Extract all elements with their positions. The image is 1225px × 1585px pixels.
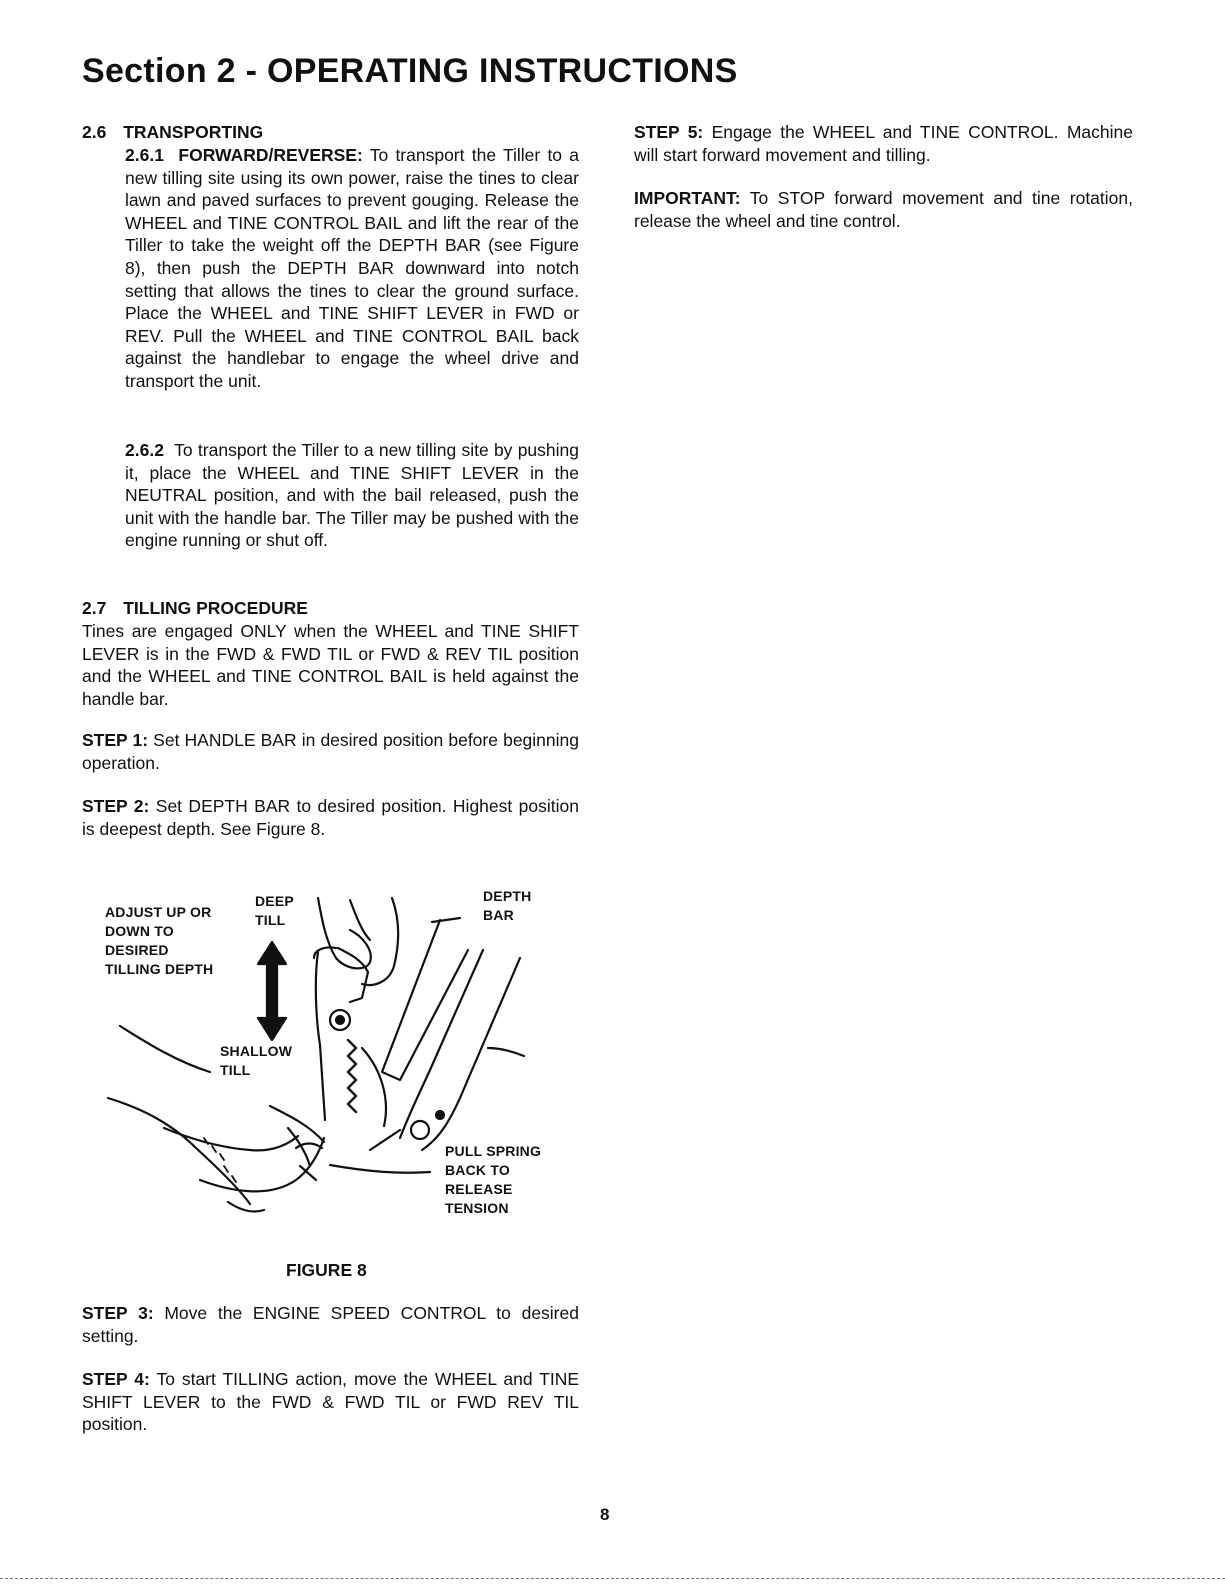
paragraph-text: To transport the Tiller to a new tilling site by pushing it, place the WHEEL and TINE SHIFT LEVER in the NEUTRAL position, and with the bail released, push the unit with the handle bar. The Tiller may be pushed with the engine running or shut off. xyxy=(125,440,579,551)
step-label: STEP 1: xyxy=(82,730,149,750)
section-heading: TILLING PROCEDURE xyxy=(123,598,308,618)
step-label: STEP 2: xyxy=(82,796,150,816)
paragraph-lead: FORWARD/REVERSE: xyxy=(178,145,363,165)
tilling-intro xyxy=(82,620,579,710)
paragraph-2-6-1 xyxy=(125,144,579,393)
important-label: IMPORTANT: xyxy=(634,188,741,208)
deep-till-label: DEEP TILL xyxy=(255,893,294,928)
section-heading: TRANSPORTING xyxy=(123,122,264,142)
page-number: 8 xyxy=(600,1505,610,1524)
step-label: STEP 4: xyxy=(82,1369,150,1389)
step-1 xyxy=(82,729,579,774)
step-3 xyxy=(82,1302,579,1347)
adjust-depth-label: ADJUST UP OR DOWN TO DESIRED TILLING DEPTH xyxy=(105,904,214,977)
paragraph-number: 2.6.2 xyxy=(125,440,164,460)
step-label: STEP 3: xyxy=(82,1303,154,1323)
step-label: STEP 5: xyxy=(634,122,704,142)
figure-8 xyxy=(100,880,570,1225)
paragraph-text: Tines are engaged ONLY when the WHEEL and TINE SHIFT LEVER is in the FWD & FWD TIL or FWD & REV TIL position and the WHEEL and TINE CONTROL BAIL is held against the handle bar. xyxy=(82,621,579,709)
important-text: To STOP forward movement and tine rotation, release the wheel and tine control. xyxy=(634,188,1133,231)
step-text: Set DEPTH BAR to desired position. Highest position is deepest depth. See Figure 8. xyxy=(82,796,579,839)
step-text: Set HANDLE BAR in desired position before beginning operation. xyxy=(82,730,579,773)
step-5 xyxy=(634,121,1133,166)
paragraph-2-6-2 xyxy=(125,439,579,552)
bottom-rule xyxy=(0,1578,1225,1579)
leader-line xyxy=(120,1026,210,1072)
depth-bar-label: DEPTH BAR xyxy=(483,888,532,923)
step-2 xyxy=(82,795,579,840)
important-note xyxy=(634,187,1133,232)
leader-line xyxy=(330,1165,430,1173)
step-text: To start TILLING action, move the WHEEL and TINE SHIFT LEVER to the FWD & FWD TIL or FWD REV TIL position. xyxy=(82,1369,579,1435)
figure-caption: FIGURE 8 xyxy=(286,1260,367,1280)
paragraph-number: 2.6.1 xyxy=(125,145,164,165)
section-number: 2.7 xyxy=(82,598,107,618)
paragraph-text: To transport the Tiller to a new tilling site using its own power, raise the tines to clear lawn and paved surfaces to prevent gouging. Release the WHEEL and TINE CONTROL BAIL and lift the rear of the Tiller to take the weight off the DEPTH BAR (see Figure 8), then push the DEPTH BAR downward into notch setting that allows the tines to clear the ground surface. Place the WHEEL and TINE SHIFT LEVER in FWD or REV. Pull the WHEEL and TINE CONTROL BAIL back against the handlebar to engage the wheel drive and transport the unit. xyxy=(125,145,579,391)
leader-line xyxy=(432,918,460,922)
up-down-arrow-icon xyxy=(258,942,286,1040)
section-number: 2.6 xyxy=(82,122,107,142)
pull-spring-label: PULL SPRING BACK TO RELEASE TENSION xyxy=(445,1143,542,1216)
shallow-till-label: SHALLOW TILL xyxy=(220,1043,293,1078)
step-4 xyxy=(82,1368,579,1436)
section-2-6-heading xyxy=(82,121,579,144)
page-title: Section 2 - OPERATING INSTRUCTIONS xyxy=(82,52,738,90)
section-2-7-heading xyxy=(82,597,579,620)
step-text: Engage the WHEEL and TINE CONTROL. Machine will start forward movement and tilling. xyxy=(634,122,1133,165)
step-text: Move the ENGINE SPEED CONTROL to desired setting. xyxy=(82,1303,579,1346)
